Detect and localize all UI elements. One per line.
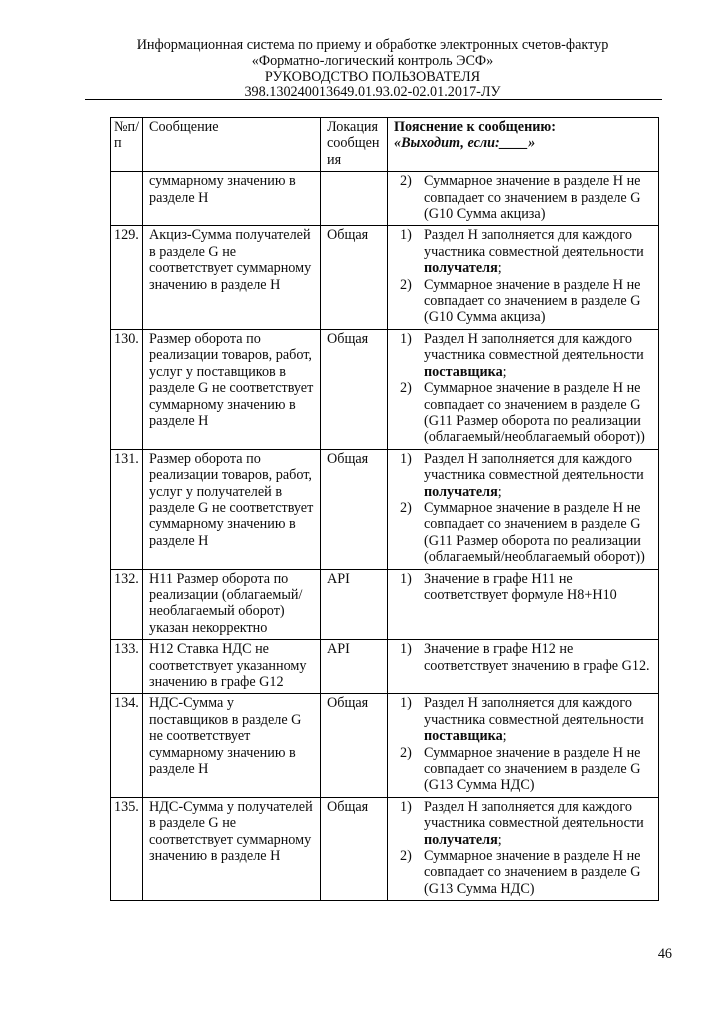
row-number-cell: 134.	[111, 694, 143, 797]
explanation-text	[424, 571, 653, 604]
row-number-cell: 129.	[111, 226, 143, 329]
text-segment: Суммарное значение в разделе H не совпадает со значением в разделе G (G10 Сумма акциза)	[424, 173, 641, 223]
explanation-text	[424, 695, 653, 744]
explanation-item	[394, 173, 653, 222]
list-marker: 1)	[400, 570, 412, 587]
bold-term: получателя	[424, 831, 498, 848]
location-cell: Общая	[321, 449, 388, 569]
message-cell: НДС-Сумма у поставщиков в разделе G не соответствует суммарному значению в разделе H	[143, 694, 321, 797]
list-marker: 2)	[400, 380, 412, 397]
explanation-item	[394, 848, 653, 897]
list-marker: 2)	[400, 848, 412, 865]
text-segment: Раздел H заполняется для каждого участника совместной деятельности	[424, 798, 644, 832]
list-marker: 1)	[400, 798, 412, 815]
row-number-cell	[111, 172, 143, 226]
column-header-explanation	[388, 118, 659, 172]
table-row	[111, 640, 659, 694]
bold-term: поставщика	[424, 363, 503, 380]
explanation-header-label: Пояснение к сообщению:	[394, 119, 556, 135]
list-marker: 1)	[400, 641, 412, 658]
location-cell: Общая	[321, 226, 388, 329]
bold-term: поставщика	[424, 728, 503, 745]
explanation-text	[424, 277, 653, 326]
explanation-item	[394, 331, 653, 380]
explanation-cell	[388, 797, 659, 900]
explanation-text	[424, 745, 653, 794]
header-line-system: Информационная система по приему и обработке электронных счетов-фактур	[136, 37, 609, 53]
bold-term: получателя	[424, 260, 498, 277]
list-marker: 1)	[400, 450, 412, 467]
explanation-text	[424, 799, 653, 848]
header-line-subsystem: «Форматно-логический контроль ЭСФ»	[251, 52, 494, 69]
message-cell: H12 Ставка НДС не соответствует указанному значению в графе G12	[143, 640, 321, 694]
table-row	[111, 797, 659, 900]
table-row	[111, 172, 659, 226]
explanation-text	[424, 848, 653, 897]
explanation-cell	[388, 226, 659, 329]
explanation-cell	[388, 329, 659, 449]
column-header-number: №п/п	[111, 118, 143, 172]
text-segment: Суммарное значение в разделе H не совпадает со значением в разделе G (G11 Размер оборота по реализации (облагаемый/необлагаемый оборот))	[424, 380, 645, 446]
location-cell: Общая	[321, 797, 388, 900]
location-cell: Общая	[321, 329, 388, 449]
explanation-text	[424, 641, 653, 674]
text-segment: Суммарное значение в разделе H не совпадает со значением в разделе G (G11 Размер оборота по реализации (облагаемый/необлагаемый оборот))	[424, 499, 645, 566]
bold-term: получателя	[424, 483, 498, 500]
table-row	[111, 449, 659, 569]
text-segment: ;	[497, 831, 502, 848]
header-line-code: 398.130240013649.01.93.02-02.01.2017-ЛУ	[244, 84, 501, 101]
text-segment: ;	[502, 728, 507, 745]
table-row	[111, 329, 659, 449]
explanation-cell	[388, 694, 659, 797]
explanation-cell	[388, 640, 659, 694]
column-header-location: Локация сообщения	[321, 118, 388, 172]
explanation-item	[394, 277, 653, 326]
explanation-item	[394, 799, 653, 848]
text-segment: Раздел H заполняется для каждого участника совместной деятельности	[424, 330, 644, 364]
column-header-message: Сообщение	[143, 118, 321, 172]
header-divider	[85, 99, 662, 100]
text-segment: Суммарное значение в разделе H не совпадает со значением в разделе G (G10 Сумма акциза)	[424, 276, 641, 326]
explanation-text	[424, 227, 653, 276]
explanation-cell	[388, 569, 659, 640]
row-number-cell: 133.	[111, 640, 143, 694]
text-segment: Раздел H заполняется для каждого участника совместной деятельности	[424, 695, 644, 728]
explanation-item	[394, 380, 653, 446]
location-cell: API	[321, 640, 388, 694]
table-row	[111, 226, 659, 329]
explanation-text	[424, 500, 653, 566]
message-cell: НДС-Сумма у получателей в разделе G не соответствует суммарному значению в разделе H	[143, 797, 321, 900]
table-header-row	[111, 118, 659, 172]
explanation-item	[394, 641, 653, 674]
table-body	[111, 172, 659, 901]
list-marker: 2)	[400, 499, 412, 516]
text-segment: ;	[502, 363, 507, 380]
document-header	[85, 38, 660, 101]
explanation-header-sublabel: «Выходит, если:____»	[394, 135, 536, 152]
explanation-text	[424, 380, 653, 446]
explanation-cell	[388, 172, 659, 226]
list-marker: 1)	[400, 227, 412, 244]
message-cell: суммарному значению в разделе H	[143, 172, 321, 226]
explanation-text	[424, 331, 653, 380]
explanation-item	[394, 227, 653, 276]
list-marker: 2)	[400, 276, 412, 293]
explanation-item	[394, 500, 653, 566]
explanation-text	[424, 451, 653, 500]
location-cell: API	[321, 569, 388, 640]
table-row	[111, 569, 659, 640]
row-number-cell: 130.	[111, 329, 143, 449]
list-marker: 2)	[400, 173, 412, 190]
explanation-item	[394, 451, 653, 500]
message-cell: H11 Размер оборота по реализации (облагаемый/необлагаемый оборот) указан некорректно	[143, 569, 321, 640]
message-cell: Акциз-Сумма получателей в разделе G не соответствует суммарному значению в разделе H	[143, 226, 321, 329]
message-cell: Размер оборота по реализации товаров, работ, услуг у поставщиков в разделе G не соответствует суммарному значению в разделе H	[143, 329, 321, 449]
table-row	[111, 694, 659, 797]
location-cell	[321, 172, 388, 226]
row-number-cell: 135.	[111, 797, 143, 900]
text-segment: Значение в графе H11 не соответствует формуле H8+H10	[424, 570, 617, 603]
list-marker: 2)	[400, 744, 412, 761]
messages-table	[110, 117, 659, 901]
text-segment: Значение в графе H12 не соответствует значению в графе G12.	[424, 641, 650, 674]
text-segment: Суммарное значение в разделе H не совпадает со значением в разделе G (G13 Сумма НДС)	[424, 848, 641, 897]
explanation-item	[394, 571, 653, 604]
text-segment: ;	[497, 483, 502, 500]
explanation-cell	[388, 449, 659, 569]
page-number: 46	[657, 946, 672, 962]
text-segment: Суммарное значение в разделе H не совпадает со значением в разделе G (G13 Сумма НДС)	[424, 744, 641, 794]
message-cell: Размер оборота по реализации товаров, работ, услуг у получателей в разделе G не соответствует суммарному значению в разделе H	[143, 449, 321, 569]
location-cell: Общая	[321, 694, 388, 797]
row-number-cell: 131.	[111, 449, 143, 569]
header-line-title: РУКОВОДСТВО ПОЛЬЗОВАТЕЛЯ	[264, 68, 481, 85]
row-number-cell: 132.	[111, 569, 143, 640]
explanation-item	[394, 745, 653, 794]
list-marker: 1)	[400, 695, 412, 712]
explanation-item	[394, 695, 653, 744]
text-segment: ;	[497, 260, 502, 277]
text-segment: Раздел H заполняется для каждого участника совместной деятельности	[424, 227, 644, 260]
explanation-text	[424, 173, 653, 222]
text-segment: Раздел H заполняется для каждого участника совместной деятельности	[424, 450, 644, 484]
list-marker: 1)	[400, 330, 412, 347]
